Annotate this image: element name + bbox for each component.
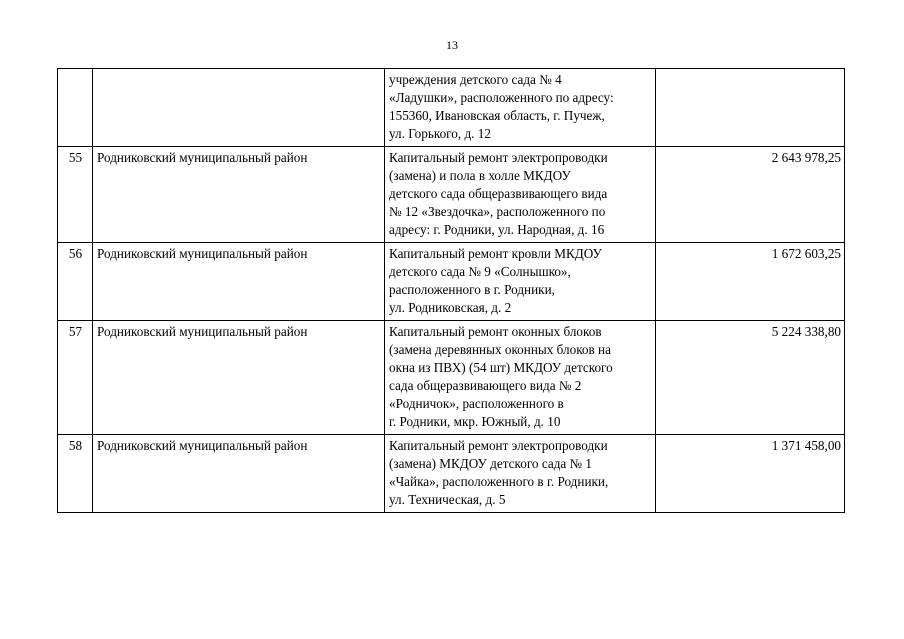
object-line: учреждения детского сада № 4 — [389, 72, 562, 87]
object-line: детского сада № 9 «Солнышко», — [389, 264, 571, 279]
table-row — [58, 147, 845, 243]
amount-cell: 1 672 603,25 — [656, 243, 845, 321]
object-line: 155360, Ивановская область, г. Пучеж, — [389, 108, 605, 123]
row-number-cell — [58, 69, 93, 147]
object-line: «Чайка», расположенного в г. Родники, — [389, 474, 609, 489]
budget-table — [57, 68, 845, 513]
object-cell — [385, 147, 656, 243]
district-cell: Родниковский муниципальный район — [93, 435, 385, 513]
page-number: 13 — [446, 38, 458, 52]
row-number-cell: 57 — [58, 321, 93, 435]
row-number-cell: 58 — [58, 435, 93, 513]
row-number-cell: 56 — [58, 243, 93, 321]
object-cell — [385, 243, 656, 321]
object-line: Капитальный ремонт оконных блоков — [389, 324, 602, 339]
amount-cell — [656, 69, 845, 147]
district-cell: Родниковский муниципальный район — [93, 243, 385, 321]
object-line: (замена) МКДОУ детского сада № 1 — [389, 456, 593, 471]
object-line: адресу: г. Родники, ул. Народная, д. 16 — [389, 222, 605, 237]
object-line: г. Родники, мкр. Южный, д. 10 — [389, 414, 561, 429]
object-line: ул. Техническая, д. 5 — [389, 492, 506, 507]
table-row — [58, 243, 845, 321]
object-cell — [385, 435, 656, 513]
district-cell: Родниковский муниципальный район — [93, 321, 385, 435]
object-line: ул. Родниковская, д. 2 — [389, 300, 512, 315]
object-cell — [385, 321, 656, 435]
amount-cell: 2 643 978,25 — [656, 147, 845, 243]
object-line: «Ладушки», расположенного по адресу: — [389, 90, 614, 105]
district-cell — [93, 69, 385, 147]
object-line: Капитальный ремонт электропроводки — [389, 438, 608, 453]
table-row — [58, 69, 845, 147]
table-row — [58, 435, 845, 513]
object-line: Капитальный ремонт электропроводки — [389, 150, 608, 165]
object-line: ул. Горького, д. 12 — [389, 126, 491, 141]
object-line: «Родничок», расположенного в — [389, 396, 564, 411]
object-line: № 12 «Звездочка», расположенного по — [389, 204, 606, 219]
table-row — [58, 321, 845, 435]
object-line: сада общеразвивающего вида № 2 — [389, 378, 582, 393]
object-line: детского сада общеразвивающего вида — [389, 186, 608, 201]
row-number-cell: 55 — [58, 147, 93, 243]
object-line: (замена) и пола в холле МКДОУ — [389, 168, 571, 183]
object-line: окна из ПВХ) (54 шт) МКДОУ детского — [389, 360, 613, 375]
amount-cell: 1 371 458,00 — [656, 435, 845, 513]
object-line: расположенного в г. Родники, — [389, 282, 555, 297]
amount-cell: 5 224 338,80 — [656, 321, 845, 435]
object-line: (замена деревянных оконных блоков на — [389, 342, 611, 357]
district-cell: Родниковский муниципальный район — [93, 147, 385, 243]
object-line: Капитальный ремонт кровли МКДОУ — [389, 246, 602, 261]
object-cell — [385, 69, 656, 147]
